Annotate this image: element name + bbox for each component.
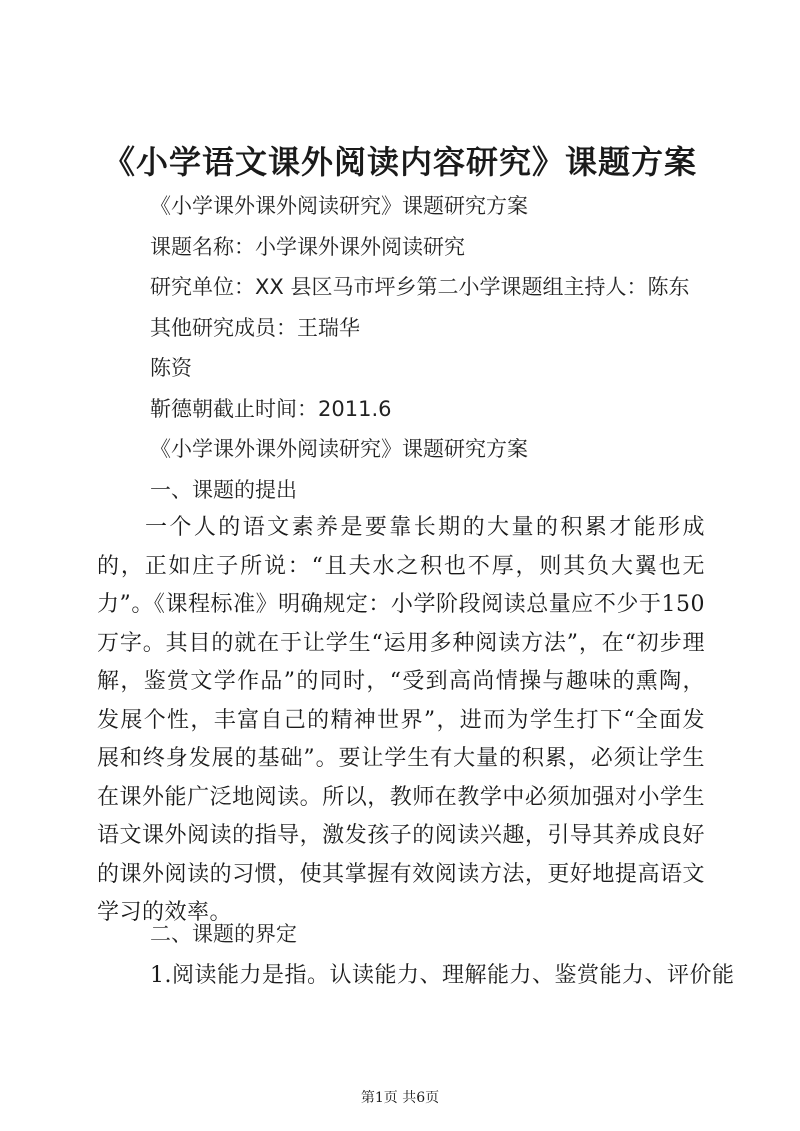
deadline: 靳德朝截止时间：2011.6 [150,397,392,421]
research-unit: 研究单位：XX 县区马市坪乡第二小学课题组主持人：陈东 [150,275,690,299]
member-name: 陈资 [150,356,192,380]
page-footer: 第1页 共6页 [360,1090,440,1106]
plan-subtitle-repeat: 《小学课外课外阅读研究》课题研究方案 [150,437,528,461]
section-heading-1: 一、课题的提出 [150,478,297,502]
plan-subtitle: 《小学课外课外阅读研究》课题研究方案 [150,194,528,218]
other-members: 其他研究成员：王瑞华 [150,316,360,340]
section-2-first-line: 1.阅读能力是指。认读能力、理解能力、鉴赏能力、评价能 [150,963,735,988]
section-1-paragraph: 一个人的语文素养是要靠长期的大量的积累才能形成的，正如庄子所说：“且夫水之积也不厚，则其负大翼也无力”。《课程标准》明确规定：小学阶段阅读总量应不少于150万字。其目的就在于让学生“运用多种阅读方法”，在“初步理解，鉴赏文学作品”的同时，“受到高尚情操与趣味的熏陶，发展个性，丰富自己的精神世界”，进而为学生打下“全面发展和终身发展的基础”。要让学生有大量的积累，必须让学生在课外能广泛地阅读。所以，教师在教学中必须加强对小学生语文课外阅读的指导，激发孩子的阅读兴趣，引导其养成良好的课外阅读的习惯，使其掌握有效阅读方法，更好地提高语文学习的效率。 [97,515,705,925]
document-title: 《小学语文课外阅读内容研究》课题方案 [102,143,697,181]
section-heading-2: 二、课题的界定 [150,922,297,946]
project-name: 课题名称：小学课外课外阅读研究 [150,235,465,259]
